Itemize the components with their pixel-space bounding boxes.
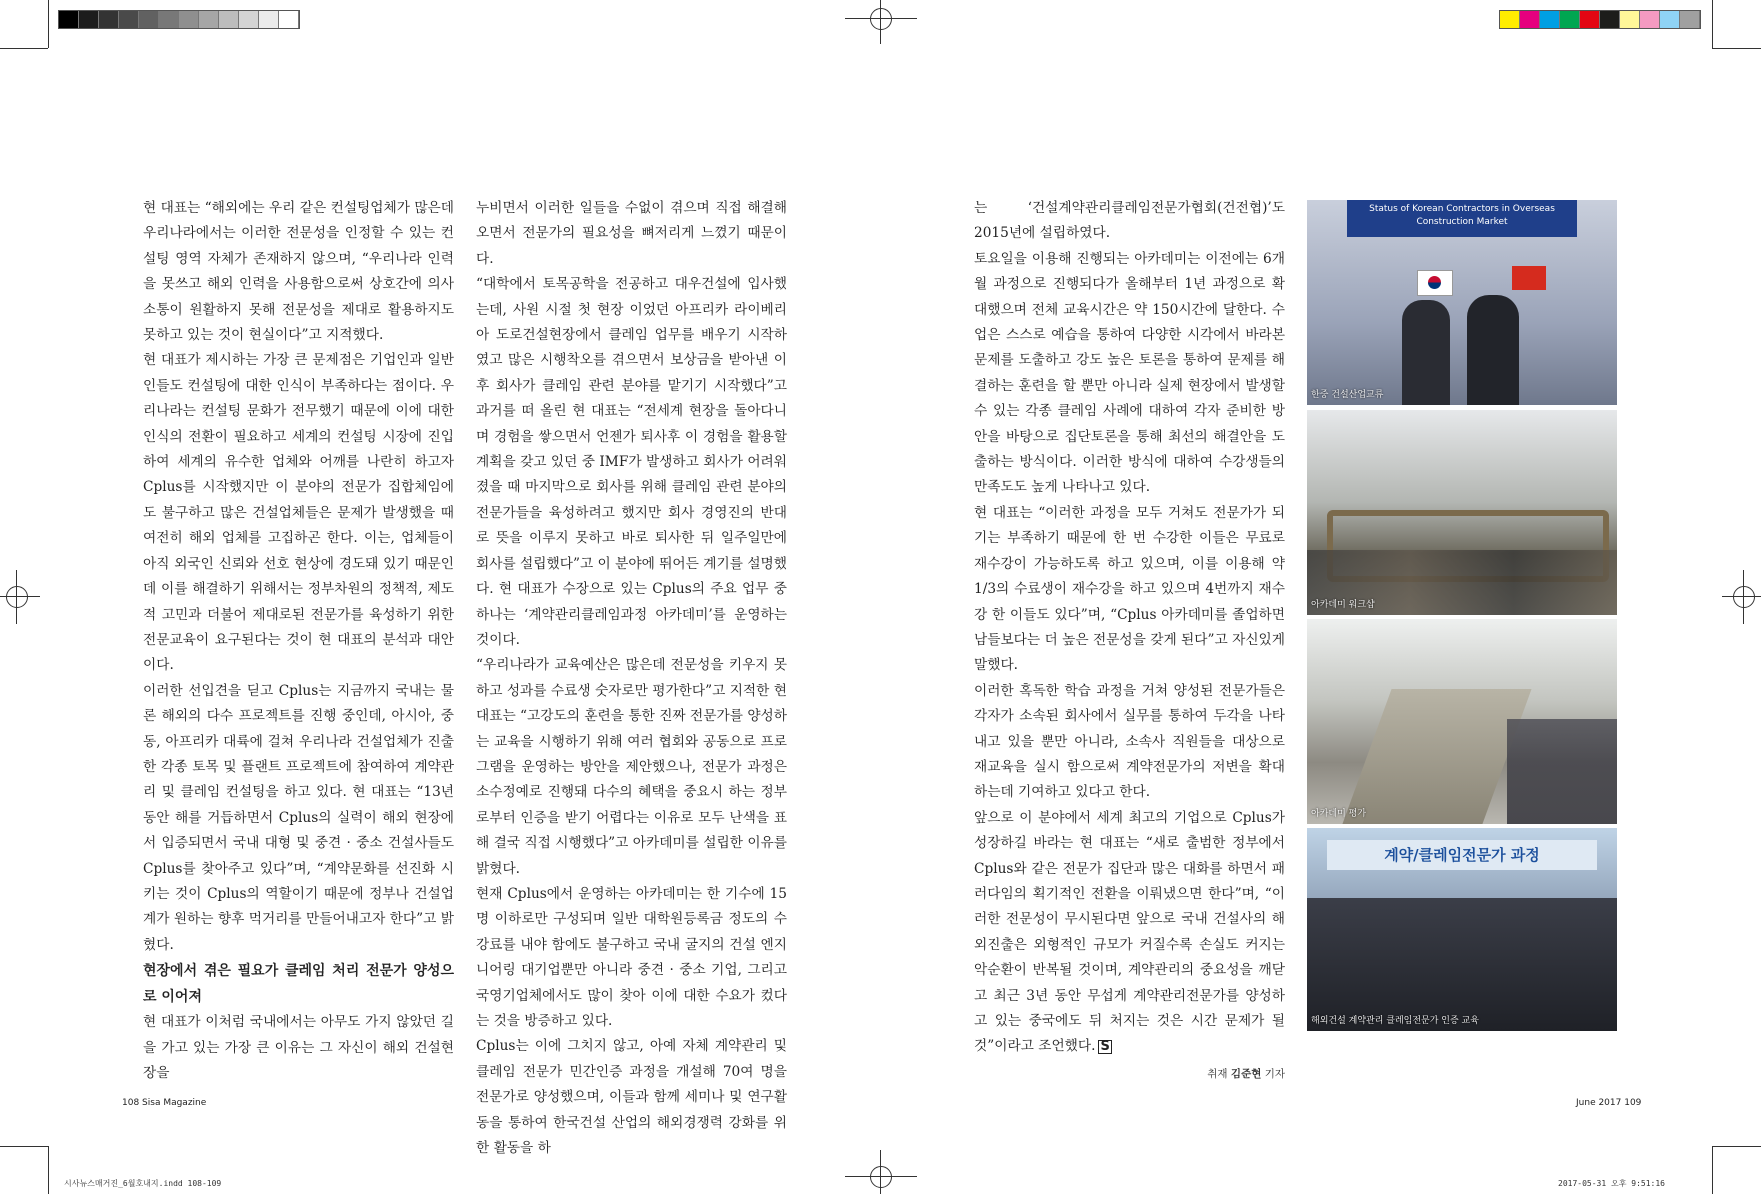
photo-caption: 한중 건설산업교류 — [1311, 390, 1384, 400]
color-swatch — [139, 11, 159, 28]
paragraph: 토요일을 이용해 진행되는 아카데미는 이전에는 6개월 과정으로 진행되다가 올해부터 1년 과정으로 확대했으며 전체 교육시간은 약 150시간에 달한다. 수업은 스스로 예습을 통하여 다양한 시각에서 바라본 문제를 도출하고 강도 높은 토론을 통하여 문제를 해결하는 훈련을 할 뿐만 아니라 실제 현장에서 발생할 수 있는 각종 클레임 사례에 대하여 각자 준비한 방안을 바탕으로 집단토론을 통해 최선의 해결안을 도출하는 방식이다. 이러한 방식에 대하여 수강생들의 만족도도 높게 나타나고 있다. — [974, 250, 1285, 496]
paragraph — [974, 806, 1285, 1060]
flag-icon — [1512, 266, 1546, 290]
byline-prefix: 취재 — [1207, 1067, 1228, 1080]
slide-banner — [1347, 200, 1577, 237]
photo-caption: 해외건설 계약관리 클레임전문가 인증 교육 — [1311, 1016, 1479, 1026]
byline-name: 김준현 — [1230, 1067, 1262, 1080]
color-swatch — [279, 11, 299, 28]
photo-evaluation — [1307, 619, 1617, 824]
folio-right: June 2017 109 — [1576, 1098, 1642, 1108]
paragraph: Cplus는 이에 그치지 않고, 아예 자체 계약관리 및 클레임 전문가 민간인증 과정을 개설해 70여 명을 전문가로 양성했으며, 이들과 함께 세미나 및 연구활동을 통하여 한국건설 산업의 해외경쟁력 강화를 위한 활동을 하 — [476, 1038, 787, 1157]
photo-certification — [1307, 828, 1617, 1031]
grayscale-bar — [58, 10, 300, 29]
color-swatch — [59, 11, 79, 28]
photo-workshop — [1307, 410, 1617, 615]
section-subhead: 현장에서 겪은 필요가 클레임 처리 전문가 양성으로 이어져 — [143, 963, 454, 1006]
paragraph: 현재 Cplus에서 운영하는 아카데미는 한 기수에 15명 이하로만 구성되며 일반 대학원등록금 정도의 수강료를 내야 함에도 불구하고 국내 굴지의 건설 엔지니어링 대기업뿐만 아니라 중견 · 중소 기업, 그리고 국영기업체에서도 많이 찾아 이에 대한 수요가 컸다는 것을 방증하고 있다. — [476, 885, 787, 1029]
group-of-people — [1307, 898, 1617, 1031]
color-bar — [1499, 10, 1701, 29]
paragraph: “대학에서 토목공학을 전공하고 대우건설에 입사했는데, 사원 시절 첫 현장 이었던 아프리카 라이베리아 도로건설현장에서 클레임 업무를 배우기 시작하였고 많은 시행착오를 겪으면서 보상금을 받아낸 이후 회사가 클레임 관련 분야를 맡기기 시작했다”고 과거를 떠 올린 현 대표는 “전세계 현장을 돌아다니며 경험을 쌓으면서 언젠가 퇴사후 이 경험을 활용할 계획을 갖고 있던 중 IMF가 발생하고 회사가 어려워졌을 때 마지막으로 회사를 위해 클레임 관련 분야의 전문가들을 육성하려고 했지만 회사 경영진의 반대로 뜻을 이루지 못하고 바로 퇴사한 뒤 일주일만에 회사를 설립했다”고 이 분야에 뛰어든 계기를 설명했다. 현 대표가 수장으로 있는 Cplus의 주요 업무 중 하나는 ‘계약관리클레임과정 아카데미’를 운영하는 것이다. — [476, 276, 787, 648]
color-swatch — [1560, 11, 1580, 28]
person-figure — [1402, 300, 1450, 405]
paragraph: 현 대표가 제시하는 가장 큰 문제점은 기업인과 일반인들도 컨설팅에 대한 인식이 부족하다는 점이다. 우리나라는 컨설팅 문화가 전무했기 때문에 이에 대한 인식의 전환이 필요하고 세계의 컨설팅 시장에 진입하여 세계의 유수한 업체와 어깨를 나란히 하고자 Cplus를 시작했지만 이 분야의 전문가 집합체임에도 불구하고 많은 건설업체들은 문제가 발생했을 때 여전히 해외 업체를 고집하곤 한다. 이는, 업체들이 아직 외국인 신뢰와 선호 현상에 경도돼 있기 때문인데 이를 해결하기 위해서는 정부차원의 정책적, 제도적 고민과 더불어 제대로된 전문가를 육성하기 위한 전문교육이 요구된다는 것이 현 대표의 분석과 대안이다. — [143, 352, 454, 674]
end-mark: S — [1100, 1039, 1110, 1055]
photo-caption: 아카데미 워크샵 — [1311, 600, 1375, 610]
color-swatch — [1680, 11, 1700, 28]
slug-left: 시사뉴스매거진_6월호내지.indd 108-109 — [64, 1179, 222, 1188]
byline-suffix: 기자 — [1264, 1067, 1285, 1080]
person-figure — [1467, 295, 1519, 405]
slide-banner-text: Status of Korean Contractors in Overseas Construction Market — [1369, 204, 1555, 227]
color-swatch — [1500, 11, 1520, 28]
closing-text: 앞으로 이 분야에서 세계 최고의 기업으로 Cplus가 성장하길 바라는 현 대표는 “새로 출범한 정부에서 Cplus와 같은 전문가 집단과 많은 대화를 하면서 패러다임의 획기적인 전환을 이뤄냈으면 한다”며, “이러한 전문성이 무시된다면 앞으로 국내 건설사의 해외진출은 외형적인 규모가 커질수록 손실도 커지는 악순환이 반복될 것이며, 계약관리의 중요성을 깨닫고 최근 3년 동안 무섭게 계약관리전문가를 양성하고 있는 중국에도 뒤 처지는 것은 시간 문제가 될 것”이라고 조언했다. — [974, 809, 1285, 1055]
color-swatch — [1520, 11, 1540, 28]
color-swatch — [159, 11, 179, 28]
color-swatch — [1580, 11, 1600, 28]
color-swatch — [219, 11, 239, 28]
paragraph: 이러한 선입견을 딛고 Cplus는 지금까지 국내는 물론 해외의 다수 프로젝트를 진행 중인데, 아시아, 중동, 아프리카 대륙에 걸쳐 우리나라 건설업체가 진출한 각종 토목 및 플랜트 프로젝트에 참여하여 계약관리 및 클레임 컨설팅을 하고 있다. 현 대표는 “13년 동안 해를 거듭하면서 Cplus의 실력이 해외 현장에서 입증되면서 국내 대형 및 중견 · 중소 건설사들도 Cplus를 찾아주고 있다”며, “계약문화를 선진화 시키는 것이 Cplus의 역할이기 때문에 정부나 건설업계가 원하는 향후 먹거리를 만들어내고자 한다”고 밝혔다. — [143, 682, 454, 953]
paragraph: 는 ‘건설계약관리클레임전문가협회(건전협)’도 2015년에 설립하였다. — [974, 200, 1285, 242]
long-table — [1342, 689, 1531, 824]
paragraph: 이러한 혹독한 학습 과정을 거쳐 양성된 전문가들은 각자가 소속된 회사에서 실무를 통하여 두각을 나타내고 있을 뿐만 아니라, 소속사 직원들을 대상으로 재교육을 실시 함으로써 계약전문가의 저변을 확대하는데 기여하고 있다고 한다. — [974, 682, 1285, 801]
color-swatch — [1540, 11, 1560, 28]
paragraph: 현 대표는 “해외에는 우리 같은 컨설팅업체가 많은데 우리나라에서는 이러한 전문성을 인정할 수 있는 컨설팅 영역 자체가 존재하지 않으며, “우리나라 인력을 못쓰고 해외 인력을 사용함으로써 상호간에 의사소통이 원활하지 못해 전문성을 제대로 활용하지도 못하고 있는 것이 현실이다”고 지적했다. — [143, 200, 454, 344]
paragraph: 현 대표가 이처럼 국내에서는 아무도 가지 않았던 길을 가고 있는 가장 큰 이유는 그 자신이 해외 건설현장을 — [143, 1014, 454, 1081]
paragraph: 현 대표는 “이러한 과정을 모두 거쳐도 전문가가 되기는 부족하기 때문에 한 번 수강한 이들은 무료로 재수강이 가능하도록 하고 있으며, 이를 이용해 약 1/3의 수료생이 재수강을 하고 있으며 4번까지 재수강 한 이들도 있다”며, “Cplus 아카데미를 졸업하면 남들보다는 더 높은 전문성을 갖게 된다”고 자신있게 말했다. — [974, 504, 1285, 674]
seated-people — [1507, 719, 1617, 824]
flag-icon — [1417, 270, 1453, 296]
folio-left: 108 Sisa Magazine — [122, 1098, 207, 1108]
color-swatch — [259, 11, 279, 28]
text-column-1 — [143, 196, 454, 1086]
color-swatch — [199, 11, 219, 28]
color-swatch — [99, 11, 119, 28]
color-swatch — [119, 11, 139, 28]
event-banner-text: 계약/클레임전문가 과정 — [1384, 846, 1540, 864]
color-swatch — [1600, 11, 1620, 28]
paragraph: “우리나라가 교육예산은 많은데 전문성을 키우지 못하고 성과를 수료생 숫자로만 평가한다”고 지적한 현 대표는 “고강도의 훈련을 통한 진짜 전문가를 양성하는 교육을 시행하기 위해 여러 협회와 공동으로 프로그램을 운영하는 방안을 제안했으나, 전문가 과정은 소수정예로 진행돼 다수의 혜택을 중요시 하는 정부로부터 인증을 받기 어렵다는 이유로 모두 난색을 표해 결국 직접 시행했다”고 아카데미를 설립한 이유를 밝혔다. — [476, 657, 787, 877]
paragraph: 누비면서 이러한 일들을 수없이 겪으며 직접 해결해오면서 전문가의 필요성을 뼈저리게 느꼈기 때문이다. — [476, 200, 787, 267]
color-swatch — [179, 11, 199, 28]
color-swatch — [1640, 11, 1660, 28]
text-column-3 — [974, 196, 1285, 1087]
color-swatch — [79, 11, 99, 28]
photo-caption: 아카데미 평가 — [1311, 809, 1367, 819]
color-swatch — [1660, 11, 1680, 28]
color-swatch — [239, 11, 259, 28]
photo-exchange — [1307, 200, 1617, 405]
slug-right: 2017-05-31 오후 9:51:16 — [1558, 1179, 1665, 1188]
color-swatch — [1620, 11, 1640, 28]
event-banner — [1327, 840, 1597, 870]
byline — [974, 1062, 1285, 1087]
text-column-2 — [476, 196, 787, 1161]
